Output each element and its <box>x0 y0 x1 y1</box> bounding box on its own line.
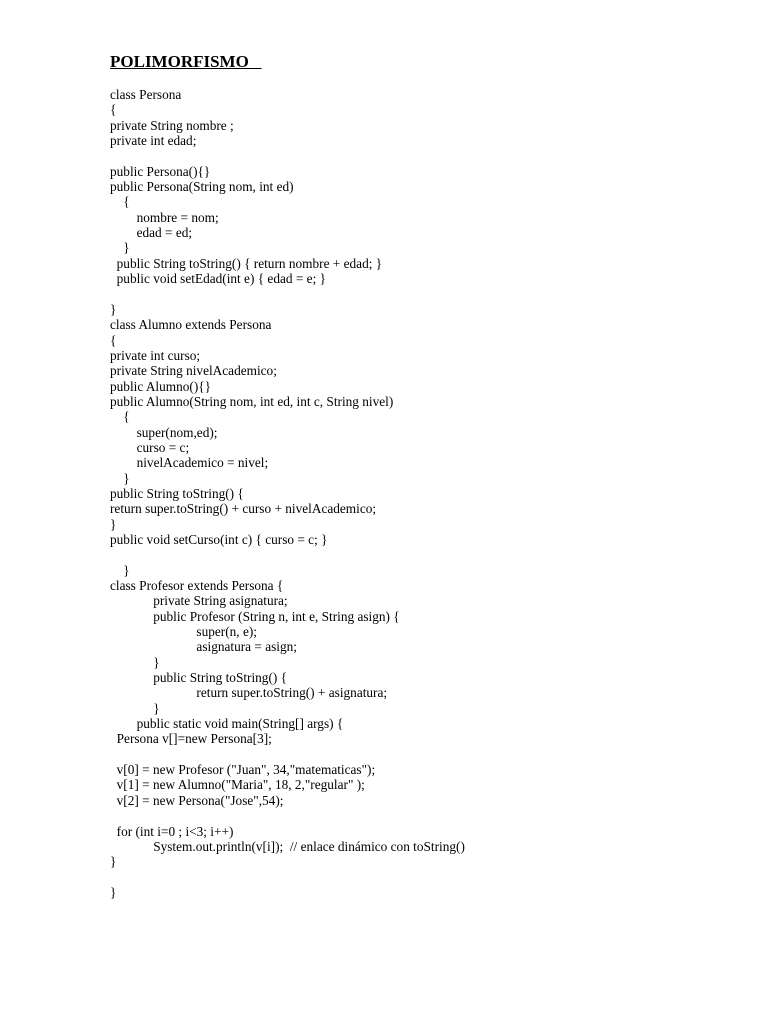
code-line <box>110 870 465 885</box>
code-line: } <box>110 562 130 578</box>
code-line: public String toString() { return nombre + edad; } <box>110 255 383 271</box>
code-line: public Alumno(String nom, int ed, int c, String nivel) <box>110 393 394 409</box>
code-line: } <box>110 301 117 317</box>
code-line: v[0] = new Profesor ("Juan", 34,"matematicas"); <box>110 762 376 778</box>
code-line: asignatura = asign; <box>110 639 297 655</box>
code-line: super(nom,ed); <box>110 424 218 440</box>
code-line: private int curso; <box>110 347 201 363</box>
code-line: System.out.println(v[i]); // enlace dinámico con toString() <box>110 838 465 854</box>
code-line <box>110 286 465 301</box>
code-line: public Persona(String nom, int ed) <box>110 179 294 195</box>
code-line: public String toString() { <box>110 485 244 501</box>
code-line: } <box>110 470 130 486</box>
code-listing <box>110 87 465 900</box>
code-line: { <box>110 409 130 425</box>
code-line: public String toString() { <box>110 670 288 686</box>
code-line: v[2] = new Persona("Jose",54); <box>110 792 284 808</box>
code-line: class Persona <box>110 87 182 102</box>
code-line: return super.toString() + asignatura; <box>110 685 388 701</box>
code-line: public Profesor (String n, int e, String asign) { <box>110 608 400 624</box>
code-line: public void setEdad(int e) { edad = e; } <box>110 271 326 287</box>
code-line: } <box>110 854 117 870</box>
code-line: public Alumno(){} <box>110 378 212 394</box>
code-line: public void setCurso(int c) { curso = c; } <box>110 531 328 547</box>
code-line: public Persona(){} <box>110 163 211 179</box>
document-title: POLIMORFISMO <box>110 52 262 71</box>
code-line: } <box>110 516 117 532</box>
code-line: return super.toString() + curso + nivelAcademico; <box>110 501 377 517</box>
code-line: super(n, e); <box>110 624 257 640</box>
code-line: private String asignatura; <box>110 593 288 609</box>
code-line: private int edad; <box>110 133 197 149</box>
code-line: v[1] = new Alumno("Maria", 18, 2,"regular" ); <box>110 777 365 793</box>
code-line: nivelAcademico = nivel; <box>110 455 269 471</box>
code-line: edad = ed; <box>110 225 193 241</box>
code-line: Persona v[]=new Persona[3]; <box>110 731 272 747</box>
code-line: public static void main(String[] args) { <box>110 716 344 732</box>
code-line: { <box>110 332 117 348</box>
code-line: for (int i=0 ; i<3; i++) <box>110 823 234 839</box>
code-line: curso = c; <box>110 439 190 455</box>
code-line: } <box>110 654 160 670</box>
code-line <box>110 808 465 823</box>
code-line: nombre = nom; <box>110 209 219 225</box>
code-line <box>110 747 465 762</box>
code-line: { <box>110 102 117 118</box>
code-line: class Alumno extends Persona <box>110 317 272 333</box>
code-line: private String nombre ; <box>110 117 234 133</box>
code-line: } <box>110 700 160 716</box>
code-line: private String nivelAcademico; <box>110 363 277 379</box>
code-line <box>110 148 465 163</box>
code-line <box>110 547 465 562</box>
code-line: { <box>110 194 130 210</box>
code-line: } <box>110 240 130 256</box>
code-line: class Profesor extends Persona { <box>110 578 284 593</box>
code-line: } <box>110 884 117 900</box>
